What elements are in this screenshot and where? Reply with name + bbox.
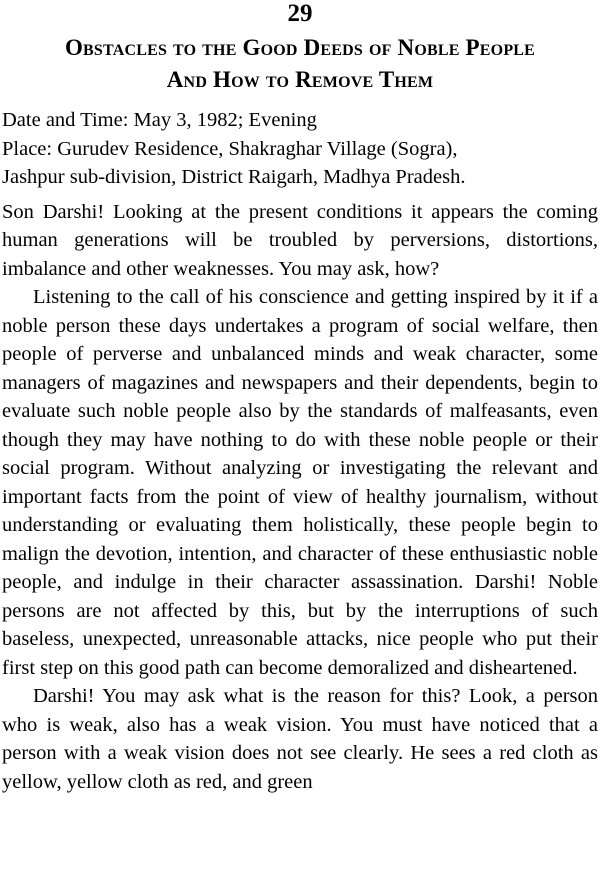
- chapter-title: [2, 32, 598, 96]
- paragraph-3: Darshi! You may ask what is the reason for this? Look, a person who is weak, also has a weak vision. You must have noticed that a person with a weak vision does not see clearly. He sees a red cloth as yellow, yellow cloth as red, and green: [2, 685, 598, 793]
- date-time-line: Date and Time: May 3, 1982; Evening: [2, 109, 317, 131]
- place-line-1: Place: Gurudev Residence, Shakraghar Village (Sogra),: [2, 137, 458, 160]
- place-line-2: Jashpur sub-division, District Raigarh, Madhya Pradesh.: [2, 166, 466, 188]
- paragraph-1: Son Darshi! Looking at the present conditions it appears the coming human generations will be troubled by perversions, distortions, imbalance and other weaknesses. You may ask, how?: [2, 200, 598, 280]
- chapter-body: [2, 198, 598, 797]
- chapter-title-line-1: Obstacles to the Good Deeds of Noble People: [64, 35, 536, 60]
- session-details: [2, 106, 598, 192]
- chapter-number: 29: [287, 0, 313, 27]
- paragraph-2: Listening to the call of his conscience and getting inspired by it if a noble person these days undertakes a program of social welfare, then people of perverse and unbalanced minds and weak character, some managers of magazines and newspapers and their dependents, begin to evaluate such noble people also by the standards of malfeasants, even though they may have nothing to do with these noble people or their social program. Without analyzing or investigating the relevant and important facts from the point of view of healthy journalism, without understanding or evaluating them holistically, these people begin to malign the devotion, intention, and character of these enthusiastic noble people, and indulge in their character assassination. Darshi! Noble persons are not affected by this, but by the interruptions of such baseless, unexpected, unreasonable attacks, nice people who put their first step on this good path can become demoralized and disheartened.: [2, 286, 598, 679]
- chapter-title-line-2: And How to Remove Them: [166, 67, 434, 92]
